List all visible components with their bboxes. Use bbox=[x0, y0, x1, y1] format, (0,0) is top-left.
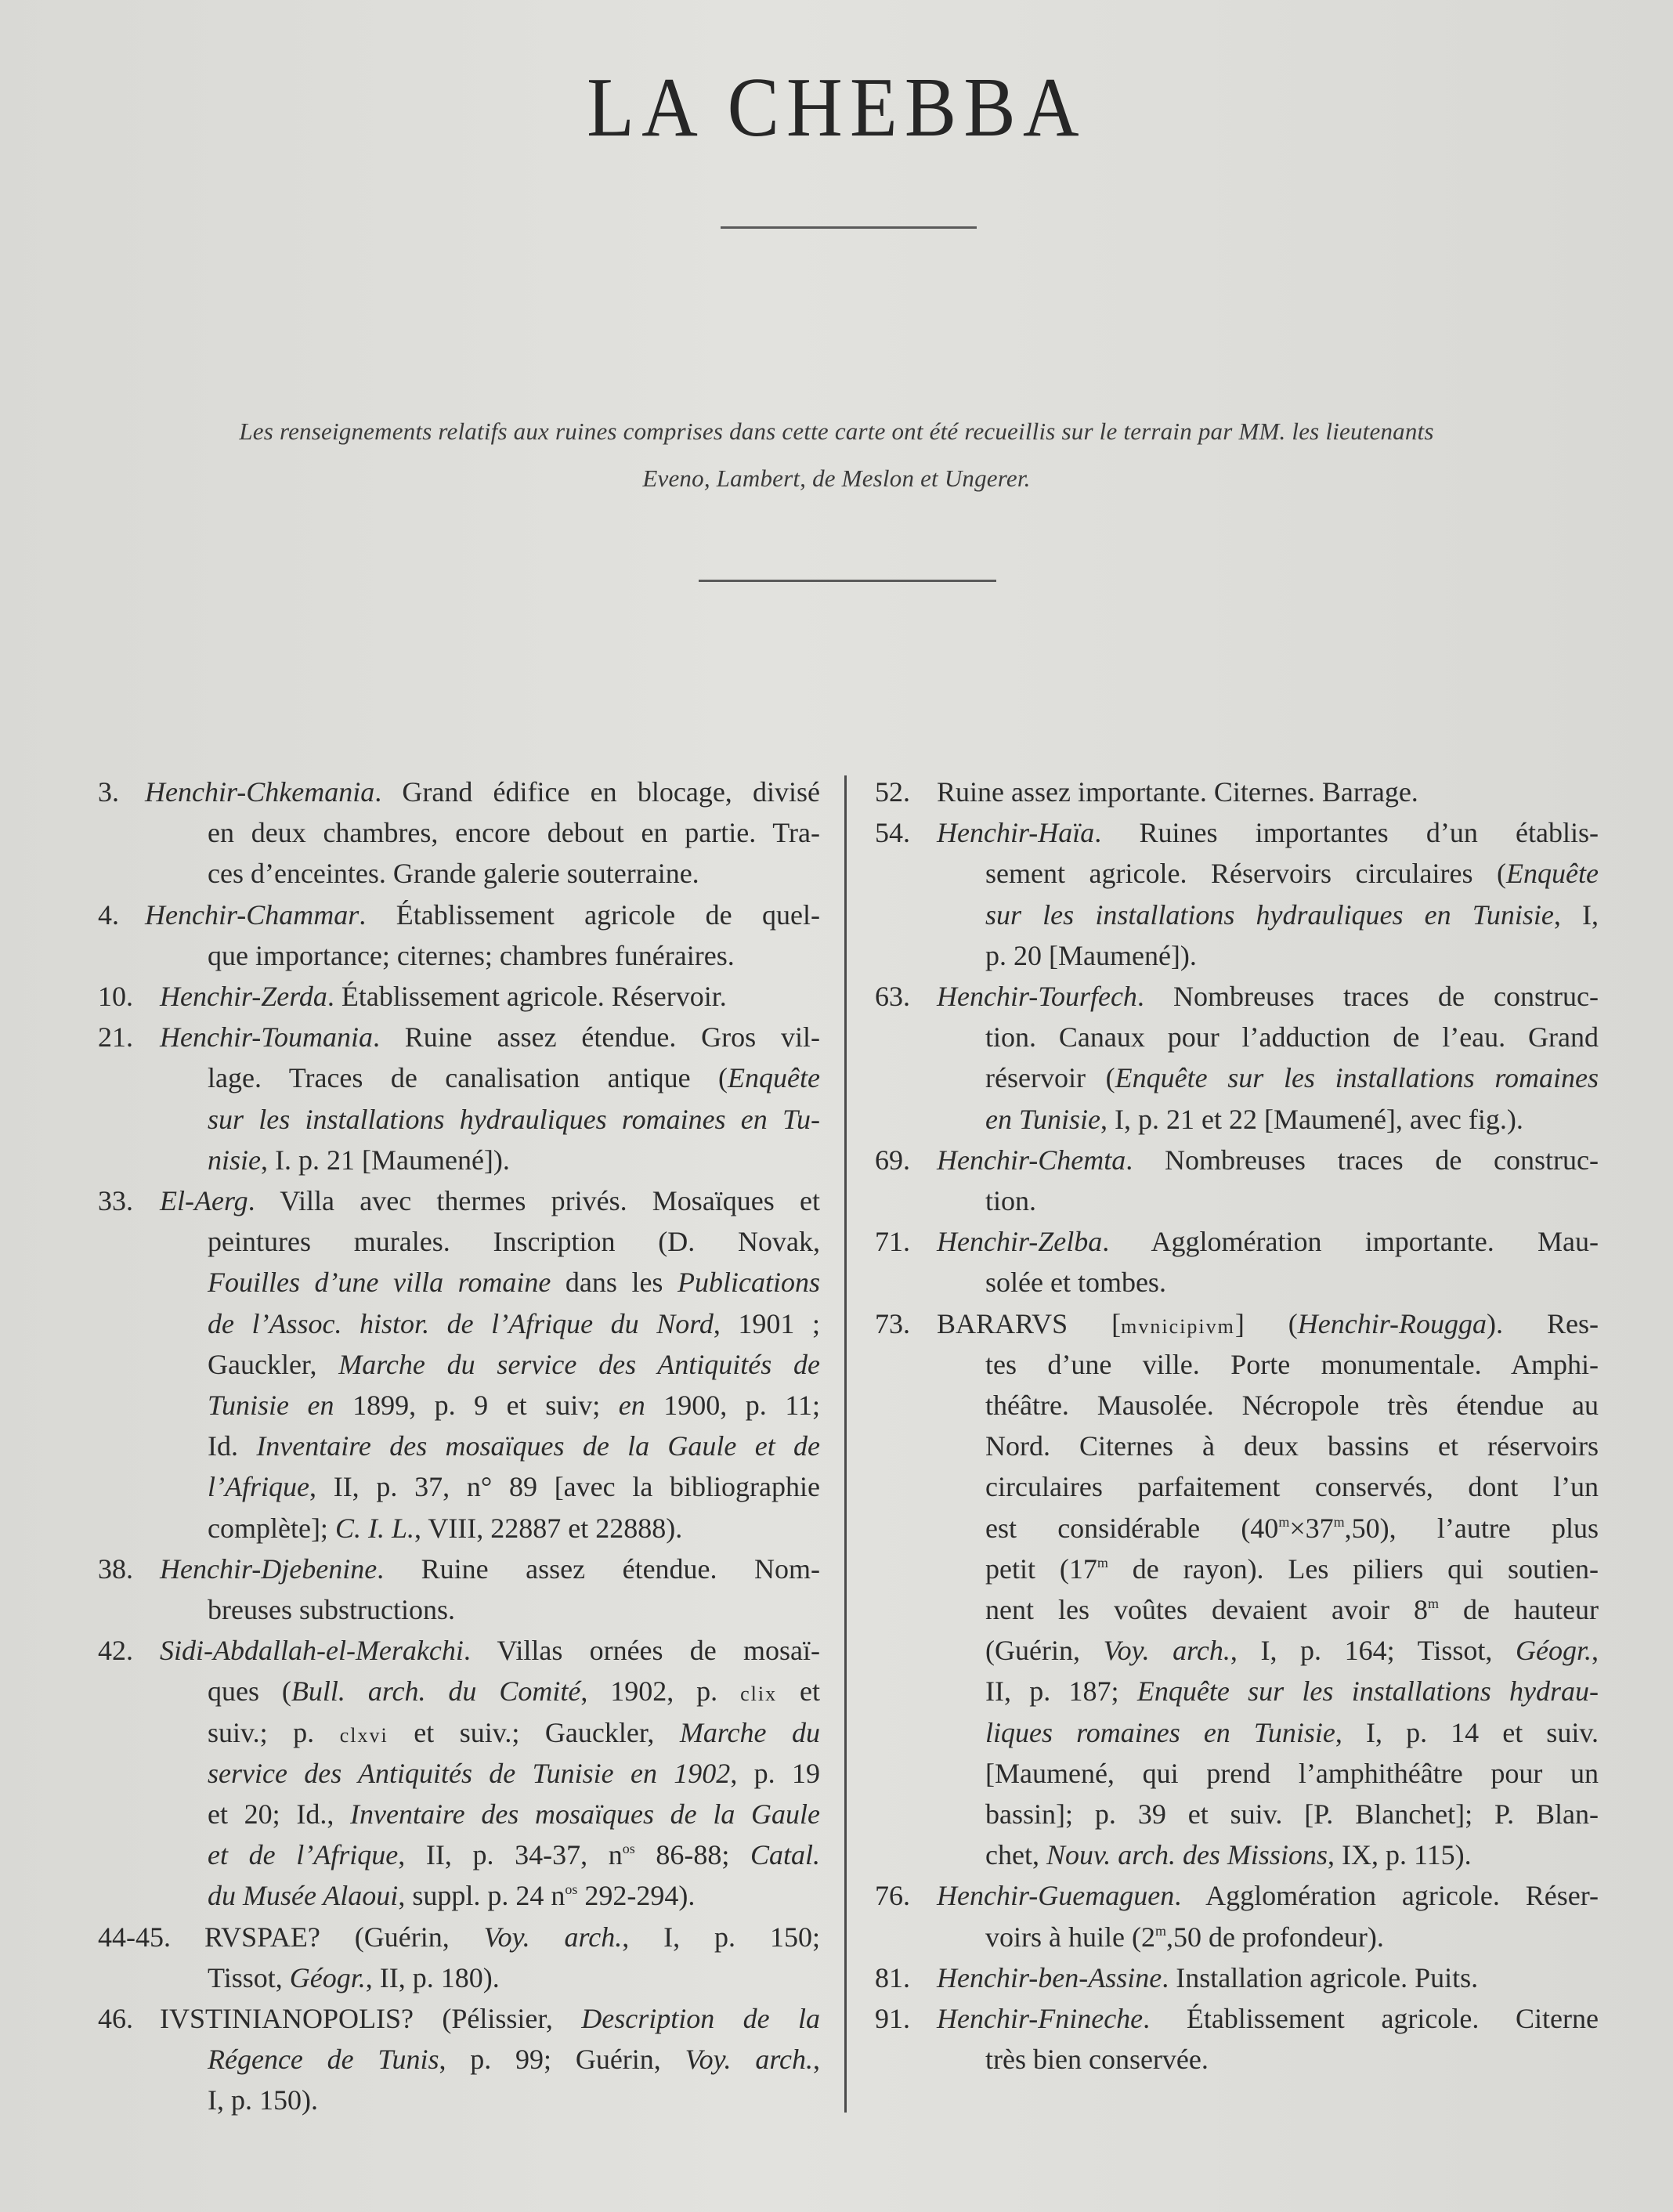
text: , bbox=[812, 2044, 820, 2076]
text: mvnicipivm bbox=[1121, 1314, 1235, 1338]
italic-text: Marche du bbox=[679, 1716, 821, 1748]
italic-text: Sidi-Abdallah-el-Merakchi bbox=[160, 1635, 464, 1667]
text: . Villa avec thermes privés. Mosaïques et bbox=[248, 1185, 820, 1216]
entry-line bbox=[208, 1385, 820, 1426]
italic-text: Henchir-Zerda bbox=[160, 981, 327, 1012]
italic-text: Enquête sur les installations romaines bbox=[1115, 1062, 1599, 1094]
entry-number: 54. bbox=[875, 817, 910, 849]
entry-line bbox=[160, 1180, 820, 1221]
text: , suppl. p. 24 n bbox=[398, 1880, 565, 1912]
entry-line bbox=[208, 1794, 820, 1834]
text: en deux chambres, encore debout en partie. Tra- bbox=[208, 817, 820, 849]
text: clix bbox=[740, 1682, 778, 1706]
text: voirs à huile (2 bbox=[985, 1921, 1155, 1953]
entry-line bbox=[208, 1221, 820, 1262]
text: Gauckler, bbox=[208, 1348, 339, 1380]
text: , I, p. 21 et 22 [Maumené], avec fig.). bbox=[1100, 1103, 1523, 1135]
text: . Agglomération agricole. Réser- bbox=[1174, 1880, 1599, 1912]
entry-line bbox=[985, 1630, 1599, 1671]
italic-text: Catal. bbox=[750, 1839, 820, 1871]
text: , II, p. 37, n° 89 [avec la bibliographie bbox=[309, 1471, 820, 1503]
italic-text: Henchir-Chammar bbox=[145, 898, 360, 931]
entry-line bbox=[937, 772, 1599, 812]
text: et suiv.; Gauckler, bbox=[388, 1716, 680, 1748]
intro-rule bbox=[699, 580, 996, 582]
entry-line bbox=[145, 772, 820, 812]
entry-line bbox=[985, 2039, 1599, 2080]
italic-text: et de l’Afrique bbox=[208, 1839, 399, 1871]
italic-text: Voy. arch. bbox=[483, 1921, 623, 1953]
superscript: m bbox=[1154, 1922, 1166, 1939]
text: dans les bbox=[551, 1267, 678, 1299]
text: [Maumené, qui prend l’amphithéâtre pour un bbox=[985, 1757, 1599, 1789]
italic-text: service des Antiquités de Tunisie en 1902 bbox=[208, 1757, 731, 1789]
text: Nord. Citernes à deux bassins et réservoirs bbox=[985, 1430, 1599, 1462]
text: (Guérin, bbox=[985, 1635, 1104, 1667]
text: I, p. 150). bbox=[208, 2084, 318, 2116]
entry-line bbox=[937, 1140, 1599, 1180]
text: , II, p. 180). bbox=[365, 1961, 500, 1993]
italic-text: C. I. L. bbox=[334, 1512, 414, 1544]
entry-number: 71. bbox=[875, 1226, 910, 1258]
italic-text: Régence de Tunis bbox=[208, 2044, 439, 2076]
entry-number: 38. bbox=[98, 1552, 133, 1585]
entry-number: 33. bbox=[98, 1185, 133, 1216]
entry-line bbox=[937, 1221, 1599, 1262]
intro-line-2: Eveno, Lambert, de Meslon et Ungerer. bbox=[642, 464, 1031, 492]
italic-text: Henchir-Zelba bbox=[937, 1226, 1103, 1258]
text: ). Res- bbox=[1487, 1307, 1599, 1339]
entry-line bbox=[985, 853, 1599, 894]
text: petit (17 bbox=[985, 1552, 1097, 1585]
entry-line bbox=[160, 1630, 820, 1671]
text: , 1901 ; bbox=[713, 1307, 820, 1339]
italic-text: du Musée Alaoui bbox=[208, 1880, 399, 1912]
italic-text: Tunisie en bbox=[208, 1390, 334, 1421]
entry-line bbox=[208, 1466, 820, 1507]
text: Id. bbox=[208, 1430, 257, 1462]
italic-text: sur les installations hydrauliques en Tunisie bbox=[985, 898, 1554, 931]
superscript: os bbox=[622, 1841, 635, 1857]
entry-line bbox=[208, 2080, 820, 2120]
entry-number: 21. bbox=[98, 1021, 133, 1054]
superscript: m bbox=[1333, 1513, 1345, 1530]
entry-line bbox=[208, 1875, 820, 1916]
italic-text: Henchir-Chemta bbox=[937, 1144, 1126, 1176]
entry-line bbox=[985, 1466, 1599, 1507]
italic-text: El-Aerg bbox=[160, 1185, 248, 1216]
entry-number: 91. bbox=[875, 2003, 910, 2034]
entry-line bbox=[985, 1017, 1599, 1057]
italic-text: en bbox=[618, 1390, 645, 1421]
italic-text: Henchir-Fnineche bbox=[937, 2003, 1144, 2034]
text: Tissot, bbox=[208, 1961, 290, 1993]
entry-number: 4. bbox=[98, 898, 119, 931]
entry-line bbox=[985, 895, 1599, 935]
entry-line bbox=[985, 1917, 1599, 1957]
text: . Agglomération importante. Mau- bbox=[1102, 1226, 1599, 1258]
superscript: m bbox=[1278, 1513, 1290, 1530]
intro-line-1: Les renseignements relatifs aux ruines comprises dans cette carte ont été recueillis sur le terrain par MM. les lieutenants bbox=[239, 417, 1434, 445]
text: Ruine assez importante. Citernes. Barrage. bbox=[937, 776, 1418, 808]
text: 292-294). bbox=[577, 1880, 696, 1912]
italic-text: de l’Assoc. histor. de l’Afrique du Nord bbox=[208, 1307, 714, 1339]
entry-line bbox=[208, 1834, 820, 1875]
column-divider bbox=[844, 775, 847, 2113]
text: ques ( bbox=[208, 1675, 291, 1708]
italic-text: l’Afrique bbox=[208, 1471, 309, 1503]
entry-number: 81. bbox=[875, 1961, 910, 1993]
entry-number: 76. bbox=[875, 1880, 910, 1912]
entry-line bbox=[985, 1834, 1599, 1875]
entry-number: 69. bbox=[875, 1144, 910, 1176]
entry-line bbox=[937, 1875, 1599, 1916]
text: ] ( bbox=[1234, 1307, 1298, 1339]
italic-text: nisie bbox=[208, 1144, 261, 1176]
italic-text: Géogr. bbox=[1516, 1635, 1592, 1667]
text: lage. Traces de canalisation antique ( bbox=[208, 1062, 728, 1094]
text: ,50), l’autre plus bbox=[1344, 1512, 1599, 1544]
entry-line bbox=[985, 1344, 1599, 1385]
italic-text: Henchir-Haïa bbox=[937, 817, 1095, 849]
text: sement agricole. Réservoirs circulaires ( bbox=[985, 858, 1507, 890]
text: peintures murales. Inscription (D. Novak, bbox=[208, 1226, 820, 1258]
entry-line bbox=[937, 1957, 1599, 1998]
entry-line bbox=[937, 812, 1599, 853]
italic-text: Henchir-ben-Assine bbox=[937, 1961, 1162, 1993]
italic-text: Enquête bbox=[728, 1062, 820, 1094]
text: , 1902, p. bbox=[580, 1675, 741, 1708]
italic-text: sur les installations hydrauliques romaines en Tu- bbox=[208, 1103, 820, 1135]
text: ×37 bbox=[1289, 1512, 1334, 1544]
text: solée et tombes. bbox=[985, 1267, 1166, 1299]
entry-line bbox=[208, 812, 820, 853]
entry-line bbox=[145, 895, 820, 935]
entry-line bbox=[204, 1917, 820, 1957]
entry-line bbox=[208, 1099, 820, 1140]
italic-text: liques romaines en Tunisie bbox=[985, 1716, 1335, 1748]
entry-line bbox=[208, 1426, 820, 1466]
superscript: m bbox=[1428, 1596, 1440, 1611]
text: tion. bbox=[985, 1185, 1037, 1216]
text: , I, p. 150; bbox=[622, 1921, 820, 1953]
entry-line bbox=[208, 1589, 820, 1630]
text: . Installation agricole. Puits. bbox=[1162, 1961, 1479, 1993]
italic-text: Nouv. arch. des Missions bbox=[1046, 1839, 1328, 1871]
text: clxvi bbox=[339, 1723, 388, 1747]
text: , I, p. 164; Tissot, bbox=[1230, 1635, 1516, 1667]
text: RVSPAE? (Guérin, bbox=[204, 1921, 484, 1953]
text: suiv.; p. bbox=[208, 1716, 340, 1748]
text: ces d’enceintes. Grande galerie souterraine. bbox=[208, 858, 699, 890]
text: de hauteur bbox=[1439, 1594, 1599, 1625]
italic-text: en Tunisie bbox=[985, 1103, 1101, 1135]
text: , II, p. 34-37, n bbox=[398, 1839, 623, 1871]
text: . Établissement agricole. Citerne bbox=[1143, 2003, 1599, 2034]
entry-line bbox=[985, 1508, 1599, 1549]
entry-line bbox=[208, 935, 820, 976]
text: tes d’une ville. Porte monumentale. Amphi- bbox=[985, 1348, 1599, 1380]
entry-number: 44-45. bbox=[98, 1921, 171, 1953]
entry-line bbox=[160, 976, 820, 1017]
text: . Ruine assez étendue. Nom- bbox=[377, 1552, 820, 1585]
italic-text: Inventaire des mosaïques de la Gaule bbox=[350, 1798, 820, 1830]
entry-line bbox=[208, 1262, 820, 1303]
text: chet, bbox=[985, 1839, 1046, 1871]
italic-text: Géogr. bbox=[289, 1961, 366, 1993]
entry-number: 10. bbox=[98, 981, 133, 1012]
text: , I. p. 21 [Maumené]). bbox=[261, 1144, 510, 1176]
italic-text: Henchir-Rougga bbox=[1297, 1307, 1487, 1339]
text: . Nombreuses traces de construc- bbox=[1126, 1144, 1599, 1176]
text: que importance; citernes; chambres funéraires. bbox=[208, 939, 735, 971]
entry-line bbox=[985, 1753, 1599, 1794]
text: , I, p. 14 et suiv. bbox=[1335, 1716, 1599, 1748]
text: BARARVS [ bbox=[937, 1307, 1122, 1339]
entry-line bbox=[985, 1549, 1599, 1589]
italic-text: Description de la bbox=[581, 2003, 820, 2034]
text: ,50 de profondeur). bbox=[1165, 1921, 1384, 1953]
text: est considérable (40 bbox=[985, 1512, 1279, 1544]
text: breuses substructions. bbox=[208, 1594, 455, 1625]
entry-line bbox=[985, 1794, 1599, 1834]
text: . Ruine assez étendue. Gros vil- bbox=[372, 1021, 820, 1054]
entry-line bbox=[208, 853, 820, 894]
text: de rayon). Les piliers qui soutien- bbox=[1108, 1552, 1599, 1585]
italic-text: Enquête sur les installations hydrau- bbox=[1136, 1675, 1599, 1708]
entry-line bbox=[208, 1344, 820, 1385]
page-title: LA CHEBBA bbox=[587, 61, 1086, 154]
text: . Établissement agricole de quel- bbox=[359, 898, 820, 931]
entry-line bbox=[160, 1998, 820, 2039]
italic-text: Enquête bbox=[1506, 858, 1599, 890]
italic-text: Inventaire des mosaïques de la Gaule et de bbox=[256, 1430, 820, 1462]
italic-text: Henchir-Guemaguen bbox=[937, 1880, 1175, 1912]
text: théâtre. Mausolée. Nécropole très étendue au bbox=[985, 1390, 1599, 1421]
entry-number: 52. bbox=[875, 776, 910, 808]
entry-line bbox=[208, 1140, 820, 1180]
text: 86-88; bbox=[634, 1839, 750, 1871]
italic-text: Marche du service des Antiquités de bbox=[338, 1348, 821, 1380]
entry-number: 42. bbox=[98, 1635, 133, 1667]
text: IVSTINIANOPOLIS? (Pélissier, bbox=[160, 2003, 582, 2034]
entry-line bbox=[937, 976, 1599, 1017]
entry-line bbox=[208, 1303, 820, 1344]
entry-line bbox=[937, 1998, 1599, 2039]
text: . Ruines importantes d’un établis- bbox=[1094, 817, 1599, 849]
italic-text: Bull. arch. du Comité bbox=[291, 1675, 581, 1708]
text: 1900, p. 11; bbox=[645, 1390, 820, 1421]
entry-number: 46. bbox=[98, 2003, 133, 2034]
text: très bien conservée. bbox=[985, 2044, 1209, 2076]
entry-line bbox=[985, 1712, 1599, 1753]
entry-number: 73. bbox=[875, 1307, 910, 1339]
entry-line bbox=[985, 1589, 1599, 1630]
entry-line bbox=[208, 1057, 820, 1098]
entry-line bbox=[985, 1385, 1599, 1426]
text: . Grand édifice en blocage, divisé bbox=[374, 776, 820, 808]
text: , VIII, 22887 et 22888). bbox=[414, 1512, 683, 1544]
entry-line bbox=[985, 1180, 1599, 1221]
italic-text: Voy. arch. bbox=[1103, 1635, 1230, 1667]
entry-line bbox=[985, 1099, 1599, 1140]
entry-line bbox=[208, 1753, 820, 1794]
entry-line bbox=[208, 1957, 820, 1998]
text: bassin]; p. 39 et suiv. [P. Blanchet]; P. Blan- bbox=[985, 1798, 1599, 1830]
entry-line bbox=[985, 1426, 1599, 1466]
text: . Établissement agricole. Réservoir. bbox=[327, 981, 727, 1012]
text: , p. 99; Guérin, bbox=[439, 2044, 685, 2076]
entry-number: 3. bbox=[98, 776, 119, 808]
text: complète]; bbox=[208, 1512, 335, 1544]
text: nent les voûtes devaient avoir 8 bbox=[985, 1594, 1428, 1625]
text: p. 20 [Maumené]). bbox=[985, 939, 1197, 971]
text: et bbox=[777, 1675, 821, 1708]
text: réservoir ( bbox=[985, 1062, 1115, 1094]
text: 1899, p. 9 et suiv; bbox=[334, 1390, 619, 1421]
italic-text: Voy. arch. bbox=[685, 2044, 813, 2076]
text: , I, bbox=[1553, 898, 1599, 931]
text: . Villas ornées de mosaï- bbox=[463, 1635, 820, 1667]
entry-line bbox=[985, 1671, 1599, 1711]
text: II, p. 187; bbox=[985, 1675, 1137, 1708]
entry-line bbox=[160, 1017, 820, 1057]
entry-line bbox=[985, 1262, 1599, 1303]
italic-text: Henchir-Toumania bbox=[160, 1021, 373, 1054]
superscript: os bbox=[565, 1881, 578, 1898]
italic-text: Henchir-Djebenine bbox=[160, 1552, 378, 1585]
entry-line bbox=[160, 1549, 820, 1589]
entry-line bbox=[208, 1671, 820, 1711]
entry-number: 63. bbox=[875, 981, 910, 1012]
italic-text: Henchir-Tourfech bbox=[937, 981, 1137, 1012]
superscript: m bbox=[1097, 1554, 1108, 1570]
entry-line bbox=[208, 1712, 820, 1753]
entry-line bbox=[985, 1057, 1599, 1098]
entry-line bbox=[208, 1508, 820, 1549]
italic-text: Henchir-Chkemania bbox=[145, 776, 375, 808]
text: . Nombreuses traces de construc- bbox=[1136, 981, 1599, 1012]
text: , p. 19 bbox=[730, 1757, 820, 1789]
entry-line bbox=[985, 935, 1599, 976]
text: circulaires parfaitement conservés, dont l’un bbox=[985, 1471, 1599, 1503]
title-rule bbox=[721, 226, 977, 229]
text: , IX, p. 115). bbox=[1327, 1839, 1472, 1871]
entry-line bbox=[208, 2039, 820, 2080]
text: , bbox=[1592, 1635, 1599, 1667]
text: tion. Canaux pour l’adduction de l’eau. Grand bbox=[985, 1021, 1599, 1054]
italic-text: Fouilles d’une villa romaine bbox=[208, 1267, 551, 1299]
entry-line bbox=[937, 1303, 1599, 1344]
italic-text: Publications bbox=[678, 1267, 821, 1299]
text: et 20; Id., bbox=[208, 1798, 351, 1830]
